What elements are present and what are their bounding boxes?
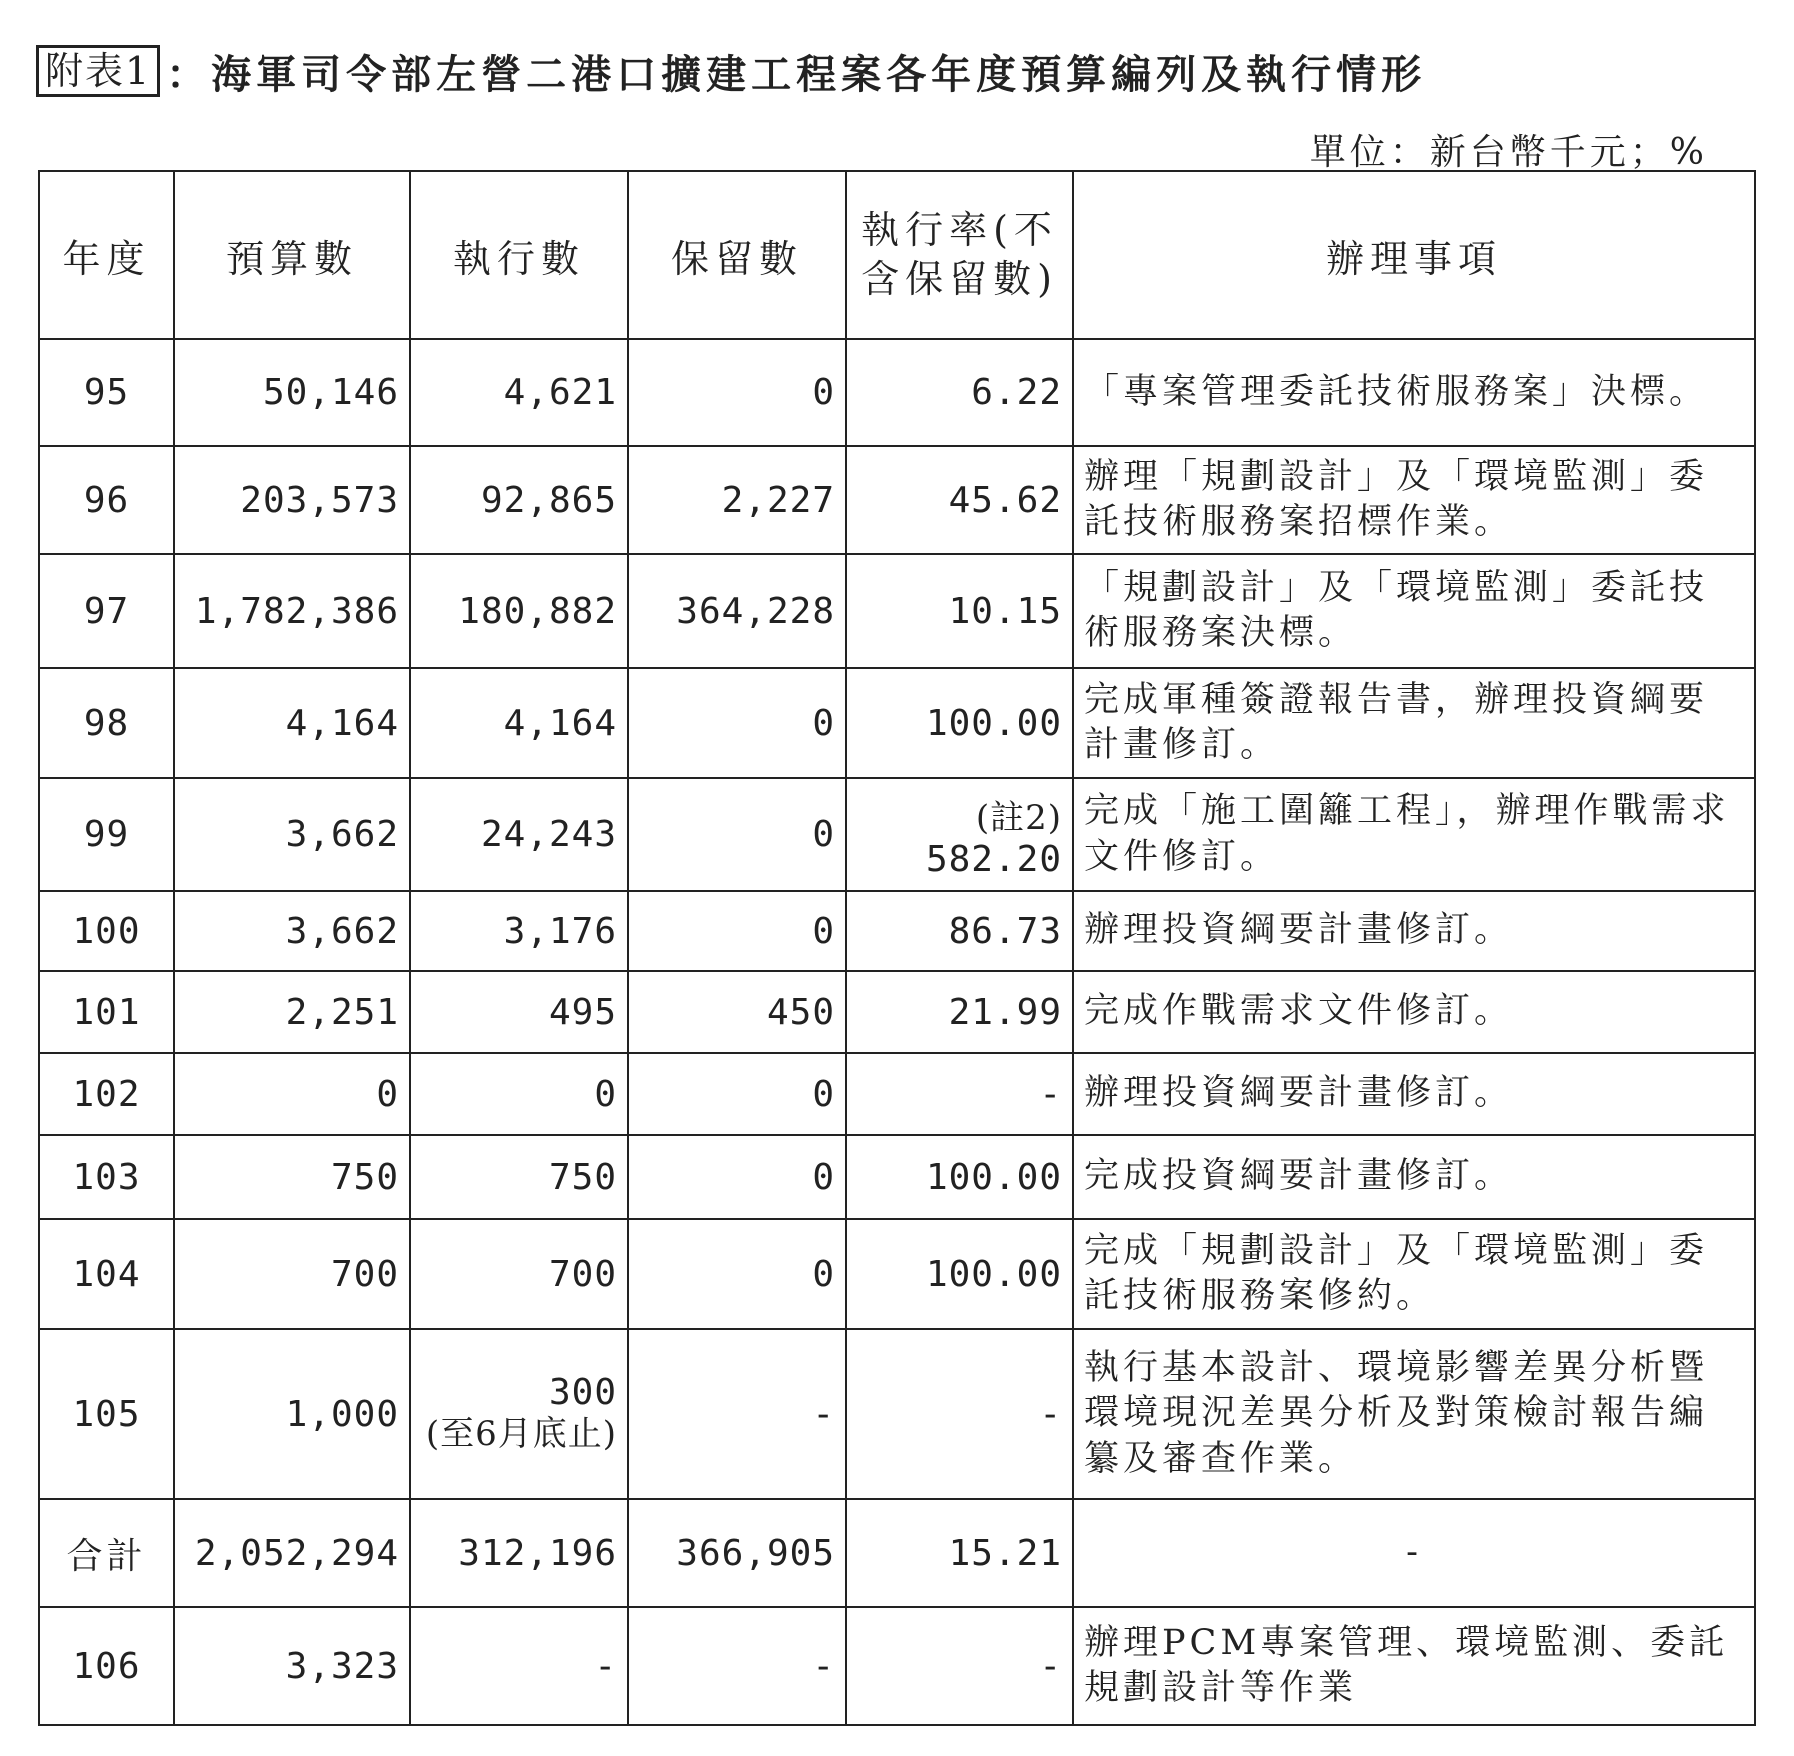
year-cell: 105 xyxy=(39,1329,174,1499)
rate-cell: 45.62 xyxy=(846,446,1073,554)
header-item: 辦理事項 xyxy=(1073,171,1755,339)
reserved-cell: 0 xyxy=(628,891,846,971)
budget-cell: 3,662 xyxy=(174,891,410,971)
year-cell: 98 xyxy=(39,668,174,778)
rate-cell: - xyxy=(846,1053,1073,1135)
executed-cell xyxy=(410,1329,628,1499)
executed-cell: - xyxy=(410,1607,628,1725)
table-total-row xyxy=(39,1499,1755,1607)
table-row xyxy=(39,778,1755,891)
budget-cell: 2,052,294 xyxy=(174,1499,410,1607)
item-cell: 「規劃設計」及「環境監測」委託技術服務案決標。 xyxy=(1073,554,1755,668)
reserved-cell: 0 xyxy=(628,668,846,778)
header-year: 年度 xyxy=(39,171,174,339)
year-cell: 106 xyxy=(39,1607,174,1725)
budget-cell: 4,164 xyxy=(174,668,410,778)
year-cell: 95 xyxy=(39,339,174,446)
year-cell: 99 xyxy=(39,778,174,891)
executed-value: 300 xyxy=(548,1372,617,1414)
executed-cell: 700 xyxy=(410,1219,628,1329)
budget-cell: 750 xyxy=(174,1135,410,1219)
item-cell: 辦理「規劃設計」及「環境監測」委託技術服務案招標作業。 xyxy=(1073,446,1755,554)
year-cell: 102 xyxy=(39,1053,174,1135)
executed-footnote: (至6月底止) xyxy=(425,1414,617,1455)
executed-cell: 180,882 xyxy=(410,554,628,668)
table-row xyxy=(39,1607,1755,1725)
reserved-cell: 364,228 xyxy=(628,554,846,668)
year-cell: 103 xyxy=(39,1135,174,1219)
rate-cell: 100.00 xyxy=(846,1219,1073,1329)
reserved-cell: 2,227 xyxy=(628,446,846,554)
rate-cell: - xyxy=(846,1329,1073,1499)
item-cell: 完成投資綱要計畫修訂。 xyxy=(1073,1135,1755,1219)
unit-label: 單位：新台幣千元；% xyxy=(1309,132,1708,173)
reserved-cell: 450 xyxy=(628,971,846,1053)
reserved-cell: - xyxy=(628,1329,846,1499)
rate-cell: 100.00 xyxy=(846,1135,1073,1219)
table-row xyxy=(39,339,1755,446)
executed-cell: 4,621 xyxy=(410,339,628,446)
page-title: ：海軍司令部左營二港口擴建工程案各年度預算編列及執行情形 xyxy=(166,50,1427,98)
budget-cell: 3,662 xyxy=(174,778,410,891)
executed-cell: 3,176 xyxy=(410,891,628,971)
rate-cell: 100.00 xyxy=(846,668,1073,778)
table-header-row xyxy=(39,171,1755,339)
table-row xyxy=(39,1219,1755,1329)
item-cell: 辦理投資綱要計畫修訂。 xyxy=(1073,891,1755,971)
executed-cell: 495 xyxy=(410,971,628,1053)
header-reserved: 保留數 xyxy=(628,171,846,339)
item-cell: 辦理投資綱要計畫修訂。 xyxy=(1073,1053,1755,1135)
rate-cell: - xyxy=(846,1607,1073,1725)
rate-value: 582.20 xyxy=(925,838,1062,880)
reserved-cell: - xyxy=(628,1607,846,1725)
year-cell: 101 xyxy=(39,971,174,1053)
table-row xyxy=(39,446,1755,554)
appendix-badge: 附表1 xyxy=(36,45,160,97)
rate-cell: 15.21 xyxy=(846,1499,1073,1607)
reserved-cell: 0 xyxy=(628,1219,846,1329)
rate-footnote: (註2) xyxy=(975,797,1062,838)
item-cell: 完成作戰需求文件修訂。 xyxy=(1073,971,1755,1053)
table-row xyxy=(39,554,1755,668)
rate-cell: 6.22 xyxy=(846,339,1073,446)
executed-cell: 312,196 xyxy=(410,1499,628,1607)
table-row xyxy=(39,1053,1755,1135)
year-cell: 96 xyxy=(39,446,174,554)
year-cell: 104 xyxy=(39,1219,174,1329)
executed-cell: 24,243 xyxy=(410,778,628,891)
budget-cell: 1,000 xyxy=(174,1329,410,1499)
table-row xyxy=(39,668,1755,778)
budget-cell: 2,251 xyxy=(174,971,410,1053)
executed-cell: 750 xyxy=(410,1135,628,1219)
rate-cell: 86.73 xyxy=(846,891,1073,971)
title-row xyxy=(36,40,1426,102)
executed-cell: 92,865 xyxy=(410,446,628,554)
header-budget: 預算數 xyxy=(174,171,410,339)
item-cell: 「專案管理委託技術服務案」決標。 xyxy=(1073,339,1755,446)
item-cell: 執行基本設計、環境影響差異分析暨環境現況差異分析及對策檢討報告編纂及審查作業。 xyxy=(1073,1329,1755,1499)
executed-cell: 4,164 xyxy=(410,668,628,778)
budget-cell: 3,323 xyxy=(174,1607,410,1725)
year-cell: 97 xyxy=(39,554,174,668)
executed-cell: 0 xyxy=(410,1053,628,1135)
reserved-cell: 0 xyxy=(628,1053,846,1135)
header-executed: 執行數 xyxy=(410,171,628,339)
item-cell: 辦理PCM專案管理、環境監測、委託規劃設計等作業 xyxy=(1073,1607,1755,1725)
item-cell: 完成軍種簽證報告書，辦理投資綱要計畫修訂。 xyxy=(1073,668,1755,778)
total-label: 合計 xyxy=(39,1499,174,1607)
budget-table xyxy=(38,170,1756,1726)
budget-cell: 0 xyxy=(174,1053,410,1135)
budget-cell: 700 xyxy=(174,1219,410,1329)
budget-cell: 50,146 xyxy=(174,339,410,446)
item-cell: 完成「規劃設計」及「環境監測」委託技術服務案修約。 xyxy=(1073,1219,1755,1329)
item-cell: - xyxy=(1073,1499,1755,1607)
rate-cell: 10.15 xyxy=(846,554,1073,668)
reserved-cell: 0 xyxy=(628,778,846,891)
year-cell: 100 xyxy=(39,891,174,971)
header-rate: 執行率(不含保留數) xyxy=(846,171,1073,339)
reserved-cell: 0 xyxy=(628,339,846,446)
budget-cell: 203,573 xyxy=(174,446,410,554)
reserved-cell: 0 xyxy=(628,1135,846,1219)
reserved-cell: 366,905 xyxy=(628,1499,846,1607)
rate-cell: 21.99 xyxy=(846,971,1073,1053)
budget-cell: 1,782,386 xyxy=(174,554,410,668)
item-cell: 完成「施工圍籬工程」，辦理作戰需求文件修訂。 xyxy=(1073,778,1755,891)
table-row xyxy=(39,971,1755,1053)
rate-cell xyxy=(846,778,1073,891)
table-row xyxy=(39,891,1755,971)
table-row xyxy=(39,1135,1755,1219)
table-row xyxy=(39,1329,1755,1499)
